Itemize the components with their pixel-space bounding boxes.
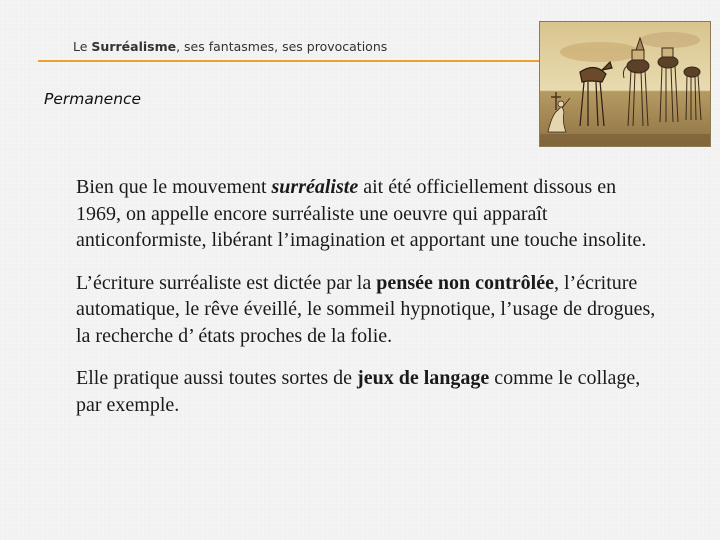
paragraph-2: L’écriture surréaliste est dictée par la pensée non contrôlée, l’écriture automatique, le rêve éveillé, le sommeil hypnotique, l’usage de drogues, la recherche d’ états proches de la folie. [76,271,656,347]
paragraph-3: Elle pratique aussi toutes sortes de jeux de langage comme le collage, par exemple. [76,367,641,416]
header-divider [38,60,548,62]
emphasis-pensee: pensée non contrôlée [376,271,554,294]
header-prefix: Le [73,39,92,54]
body-text [76,174,656,434]
paragraph-1: Bien que le mouvement surréaliste ait été officiellement dissous en 1969, on appelle encore surréaliste une oeuvre qui apparaît anticonformiste, libérant l’imagination et apportant une touche insolite. [76,176,647,251]
header-title [73,39,387,54]
emphasis-surrealiste: surréaliste [271,176,359,198]
header-bold-word: Surréalisme [91,39,177,54]
header-suffix: , ses fantasmes, ses provocations [176,39,388,54]
section-title: Permanence [44,90,142,108]
emphasis-jeux: jeux de langage [357,367,490,389]
surrealist-painting-image [540,22,710,146]
